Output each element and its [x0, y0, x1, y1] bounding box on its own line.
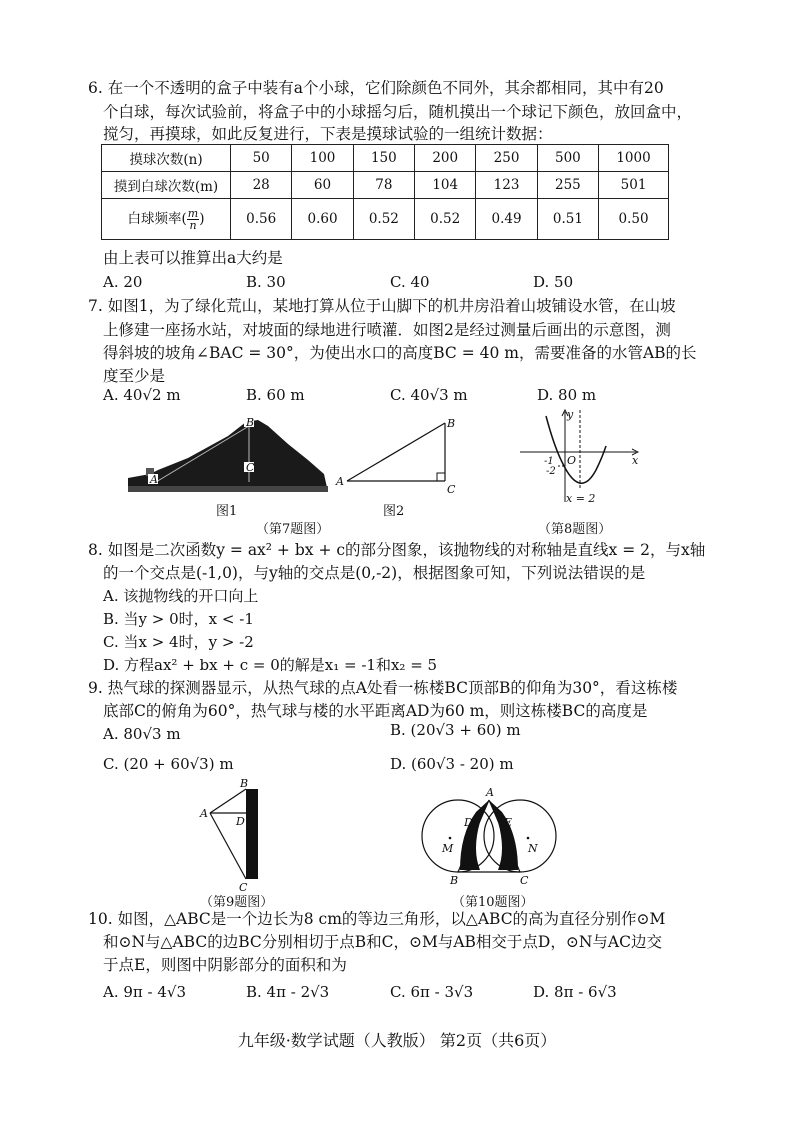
- q10-label-n: N: [528, 842, 538, 855]
- q9-line2: 底部C的俯角为60°，热气球与楼的水平距离AD为60 m，则这栋楼BC的高度是: [103, 702, 648, 720]
- graph-label-axis-eq: x = 2: [566, 492, 596, 505]
- fig2-label-a: A: [336, 475, 344, 488]
- q9-caption: （第9题图）: [200, 895, 274, 910]
- q9-label-d: D: [236, 815, 245, 828]
- table-cell: 123: [476, 172, 537, 199]
- table-cell: 501: [599, 172, 669, 199]
- side-ab: [347, 423, 445, 481]
- q7-caption: （第7题图）: [256, 522, 330, 537]
- graph-label-origin: O: [567, 454, 577, 467]
- q10-option-a[interactable]: A. 9π - 4√3: [103, 983, 187, 1001]
- q7-line1: 7. 如图1，为了绿化荒山，某地打算从位于山脚下的机井房沿着山坡铺设水管，在山坡: [88, 297, 676, 315]
- q10-label-e: E: [504, 816, 513, 829]
- table-cell: 50: [231, 145, 292, 172]
- q8-line2: 的一个交点是(-1,0)，与y轴的交点是(0,-2)，根据图象可知，下列说法错误的是: [103, 564, 646, 582]
- q9-option-c[interactable]: C. (20 + 60√3) m: [103, 755, 234, 773]
- graph-label-y: y: [567, 408, 574, 421]
- q9-option-b[interactable]: B. (20√3 + 60) m: [390, 721, 521, 739]
- q10-label-a: A: [486, 786, 494, 799]
- table-cell: 60: [292, 172, 353, 199]
- q8-option-b[interactable]: B. 当y > 0时，x < -1: [103, 610, 254, 628]
- q7-line3: 得斜坡的坡角∠BAC = 30°，为使出水口的高度BC = 40 m，需要准备的水管AB的长: [103, 344, 697, 362]
- q10-label-d: D: [464, 816, 473, 829]
- table-header-cell: 摸到白球次数(m): [102, 172, 231, 199]
- table-cell: 0.60: [292, 199, 353, 240]
- q8-parabola-graph: [520, 406, 650, 506]
- building: [246, 789, 258, 879]
- fig2-label-b: B: [447, 417, 456, 430]
- q10-line3: 于点E，则图中阴影部分的面积和为: [103, 956, 347, 974]
- q9-option-d[interactable]: D. (60√3 - 20) m: [390, 755, 514, 773]
- fig1-label-a: A: [150, 473, 158, 486]
- q10-caption: （第10题图）: [452, 895, 534, 910]
- table-cell: 78: [353, 172, 414, 199]
- table-cell: 255: [537, 172, 598, 199]
- q6-data-table: [101, 144, 669, 240]
- q9-line1: 9. 热气球的探测器显示，从热气球的点A处看一栋楼BC顶部B的仰角为30°，看这栋楼: [88, 679, 678, 697]
- q6-after-text: 由上表可以推算出a大约是: [103, 249, 283, 267]
- table-cell: 1000: [599, 145, 669, 172]
- q6-option-a[interactable]: A. 20: [103, 273, 143, 291]
- q6-line2: 个白球，每次试验前，将盒子中的小球摇匀后，随机摸出一个球记下颜色，放回盒中，: [103, 103, 693, 121]
- table-cell: 104: [415, 172, 476, 199]
- line-ab: [210, 789, 246, 813]
- table-cell: 0.52: [353, 199, 414, 240]
- table-cell: 0.52: [415, 199, 476, 240]
- fraction-m-over-n: [187, 208, 199, 231]
- q6-option-b[interactable]: B. 30: [246, 273, 286, 291]
- table-cell: 0.56: [231, 199, 292, 240]
- fraction-denominator: n: [189, 219, 197, 232]
- q6-option-d[interactable]: D. 50: [533, 273, 574, 291]
- center-m: [449, 837, 452, 840]
- table-row: [102, 145, 669, 172]
- fig1-label-c: C: [246, 461, 255, 474]
- freq-label-post: ): [199, 211, 205, 227]
- q8-caption: （第8题图）: [538, 522, 612, 537]
- table-cell: 200: [415, 145, 476, 172]
- table-cell: 0.51: [537, 199, 598, 240]
- table-cell: 250: [476, 145, 537, 172]
- q9-building-figure: [196, 775, 276, 893]
- q10-circles-figure: [414, 786, 564, 887]
- fig2-label-c: C: [447, 483, 456, 496]
- table-cell: 0.50: [599, 199, 669, 240]
- table-row: [102, 199, 669, 240]
- q7-fig2-caption: 图2: [383, 504, 405, 519]
- table-cell: 28: [231, 172, 292, 199]
- q9-label-a: A: [200, 807, 208, 820]
- table-row: [102, 172, 669, 199]
- q7-line4: 度至少是: [103, 367, 166, 385]
- q9-label-c: C: [239, 881, 248, 894]
- q6-option-c[interactable]: C. 40: [390, 273, 430, 291]
- table-header-cell: [102, 199, 231, 240]
- q7-option-b[interactable]: B. 60 m: [246, 386, 305, 404]
- q10-label-m: M: [442, 842, 454, 855]
- q6-line3: 搅匀，再摸球，如此反复进行，下表是摸球试验的一组统计数据：: [103, 125, 553, 143]
- ground-strip: [128, 486, 328, 492]
- q7-line2: 上修建一座扬水站，对坡面的绿地进行喷灌．如图2是经过测量后画出的示意图，测: [103, 321, 671, 339]
- graph-label-neg2: -2: [546, 466, 556, 477]
- q10-label-b: B: [450, 874, 459, 887]
- q8-option-d[interactable]: D. 方程ax² + bx + c = 0的解是x₁ = -1和x₂ = 5: [103, 656, 438, 674]
- q8-line1: 8. 如图是二次函数y = ax² + bx + c的部分图象，该抛物线的对称轴是直线x = 2，与x轴: [88, 541, 706, 559]
- q7-option-d[interactable]: D. 80 m: [537, 386, 597, 404]
- freq-label-pre: 白球频率(: [127, 211, 187, 227]
- right-angle-mark: [437, 473, 445, 481]
- table-cell: 100: [292, 145, 353, 172]
- page-footer: 九年级·数学试题（人教版） 第2页（共6页）: [237, 1031, 557, 1050]
- q6-line1: 6. 在一个不透明的盒子中装有a个小球，它们除颜色不同外，其余都相同，其中有20: [88, 79, 664, 97]
- q7-fig1-caption: 图1: [216, 504, 238, 519]
- fraction-numerator: m: [187, 207, 199, 220]
- q7-figure1-hill: [128, 412, 328, 496]
- q7-option-a[interactable]: A. 40√2 m: [103, 386, 181, 404]
- q7-figure2-triangle: [335, 415, 465, 495]
- q9-option-a[interactable]: A. 80√3 m: [103, 725, 181, 743]
- q10-label-c: C: [520, 874, 529, 887]
- q7-option-c[interactable]: C. 40√3 m: [390, 386, 468, 404]
- graph-label-x: x: [632, 454, 639, 467]
- table-header-cell: 摸球次数(n): [102, 145, 231, 172]
- graph-label-neg1: -1: [544, 456, 554, 467]
- q10-option-b[interactable]: B. 4π - 2√3: [246, 983, 330, 1001]
- fig1-label-b: B: [246, 416, 255, 429]
- q10-line2: 和⊙N与△ABC的边BC分别相切于点B和C，⊙M与AB相交于点D，⊙N与AC边交: [103, 933, 662, 951]
- table-cell: 0.49: [476, 199, 537, 240]
- q10-option-c[interactable]: C. 6π - 3√3: [390, 983, 474, 1001]
- q10-line1: 10. 如图，△ABC是一个边长为8 cm的等边三角形，以△ABC的高为直径分别作⊙M: [88, 910, 666, 928]
- center-n: [527, 837, 530, 840]
- q9-label-b: B: [240, 777, 249, 790]
- q10-option-d[interactable]: D. 8π - 6√3: [533, 983, 617, 1001]
- table-cell: 150: [353, 145, 414, 172]
- table-cell: 500: [537, 145, 598, 172]
- q8-option-c[interactable]: C. 当x > 4时，y > -2: [103, 633, 254, 651]
- q8-option-a[interactable]: A. 该抛物线的开口向上: [103, 587, 259, 605]
